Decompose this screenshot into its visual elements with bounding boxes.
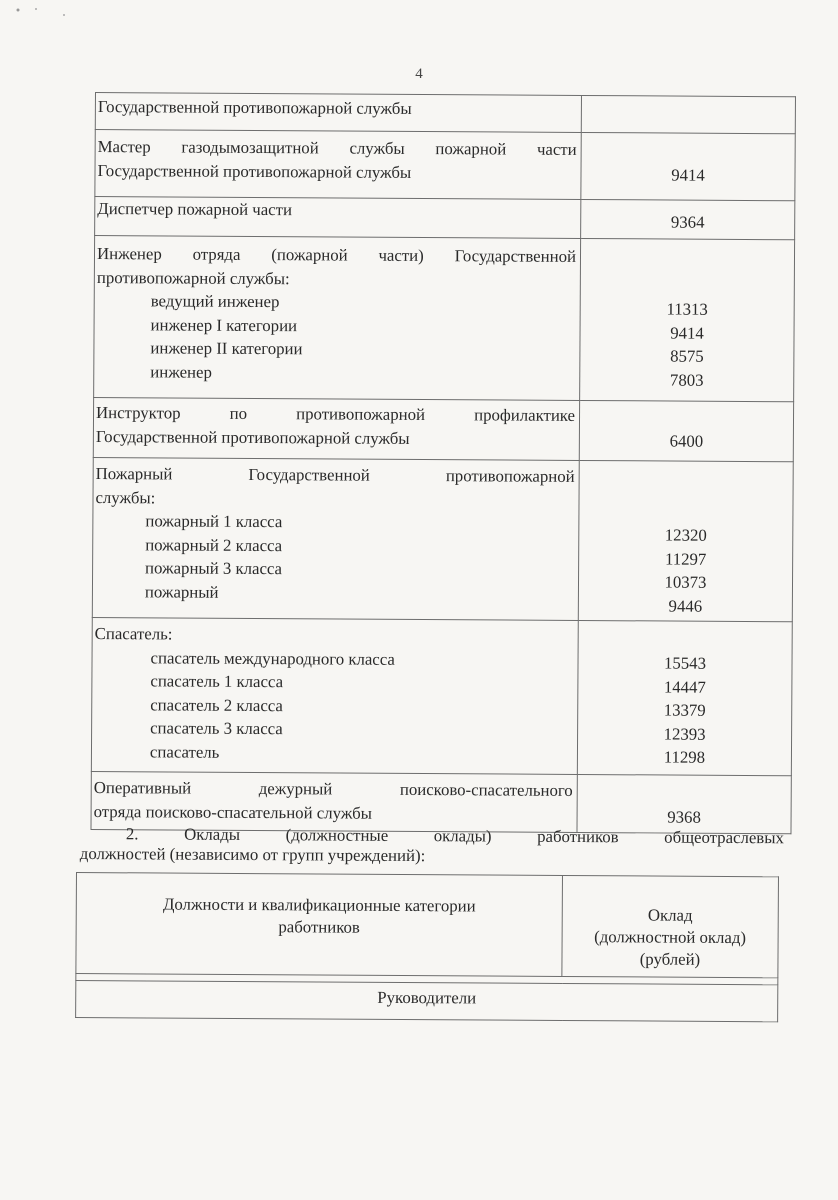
position-title: Государственной противопожарной службы	[95, 93, 581, 133]
salary-value: 9446	[668, 596, 703, 616]
salary-table-general	[75, 872, 779, 1022]
table-row	[93, 397, 793, 461]
salary-value: 15543	[663, 653, 707, 673]
sub-position: ведущий инженер	[150, 291, 280, 312]
table-row	[95, 197, 795, 240]
paragraph-line: должностей (независимо от групп учреждений):	[79, 843, 426, 866]
position-title: Спасатель: спасатель международного класса спасатель 1 класса спасатель 2 класса спасатель 3 класса спасатель	[91, 617, 578, 774]
sub-position: инженер	[150, 362, 212, 382]
salary-cell	[577, 774, 791, 833]
position-title: Диспетчер пожарной части	[95, 197, 581, 239]
header-salary: Оклад (должностной оклад) (рублей)	[562, 875, 779, 977]
salary-table-positions	[90, 92, 795, 834]
salary-value: 11298	[663, 747, 706, 768]
sub-position: пожарный	[144, 582, 219, 602]
header-positions: Должности и квалификационные категории работников	[76, 873, 563, 977]
salary-cell	[581, 95, 795, 133]
salary-value: 8575	[670, 346, 704, 366]
paragraph-line: 2. Оклады (должностные оклады) работников общеотраслевых	[125, 824, 784, 848]
sub-position: инженер II категории	[150, 338, 303, 359]
sub-position: пожарный 1 класса	[145, 511, 283, 532]
position-title: Инженер отряда (пожарной части) Государственной противопожарной службы: ведущий инженер инженер I категории инженер II категории инженер	[94, 236, 581, 401]
sub-position: пожарный 3 класса	[145, 558, 283, 579]
salary-value: 9364	[670, 212, 705, 232]
position-title: Инструктор по противопожарной профилактике Государственной противопожарной службы	[93, 397, 579, 460]
page-number: 4	[415, 66, 423, 82]
salary-cell	[577, 620, 792, 775]
table-row	[95, 93, 795, 134]
table-header-row	[76, 873, 779, 978]
sub-position: пожарный 2 класса	[145, 535, 283, 555]
salary-value: 12393	[663, 724, 706, 744]
table-row	[91, 617, 792, 775]
salary-cell	[579, 400, 793, 461]
salary-value: 6400	[669, 431, 704, 451]
table-row	[92, 457, 793, 621]
section-title: Руководители	[76, 981, 778, 1022]
table-row	[95, 130, 795, 201]
salary-value: 9414	[671, 165, 705, 185]
position-title: Мастер газодымозащитной службы пожарной части Государственной противопожарной службы	[95, 130, 581, 200]
section-paragraph	[80, 824, 784, 868]
salary-value: 12320	[664, 525, 707, 545]
sub-position: спасатель 2 класса	[150, 695, 283, 715]
sub-position: инженер I категории	[150, 315, 298, 336]
salary-value: 11297	[664, 549, 707, 569]
table-section-row	[76, 981, 778, 1022]
salary-value: 14447	[663, 677, 706, 697]
salary-value: 11313	[666, 299, 708, 319]
salary-value: 7803	[669, 370, 704, 390]
table-row	[94, 236, 795, 402]
position-title: Пожарный Государственной противопожарной службы: пожарный 1 класса пожарный 2 класса пожарный 3 класса пожарный	[92, 457, 579, 620]
salary-cell	[580, 238, 795, 401]
salary-value: 10373	[664, 572, 707, 592]
salary-value: 9414	[670, 323, 704, 343]
sub-position: спасатель международного класса	[150, 647, 395, 669]
position-title: Оперативный дежурный поисково-спасательного отряда поисково-спасательной службы	[91, 771, 577, 832]
scan-speck-mark	[14, 6, 74, 20]
salary-cell	[581, 199, 795, 239]
salary-value: 9368	[667, 807, 701, 827]
salary-cell	[578, 460, 793, 621]
salary-value: 13379	[663, 700, 706, 720]
salary-cell	[581, 132, 795, 200]
sub-position: спасатель	[149, 742, 220, 762]
sub-position: спасатель 3 класса	[150, 718, 283, 739]
sub-position: спасатель 1 класса	[150, 671, 284, 692]
